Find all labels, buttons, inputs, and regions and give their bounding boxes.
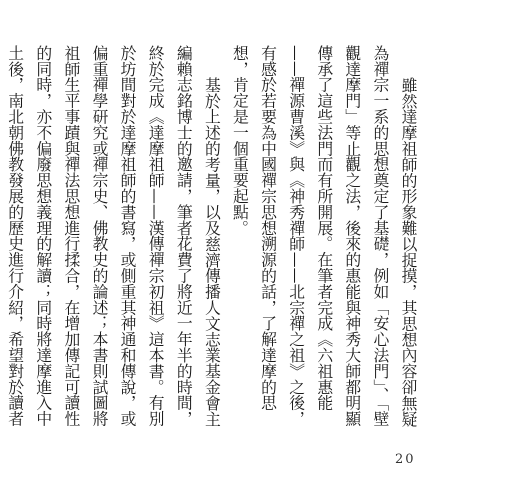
page-number: 20: [395, 452, 416, 467]
paragraph-2: 基於上述的考量，以及慈濟傳播人文志業基金會主編賴志銘博士的邀請，筆者花費了將近一年半的時間，終於完成《達摩祖師——漢傳禪宗初祖》這本書。有別於坊間對於達摩祖師的書寫，或側重其神通和傳說，或偏重禪學研究或禪宗史、佛教史的論述；本書則試圖將祖師生平事蹟與禪法思想進行揉合，在增加傳記可讀性的同時，亦不偏廢思想義理的解讀；同時將達摩進入中土後，南北朝佛教發展的歷史進行介紹，希望對於讀者: [5, 45, 222, 427]
paragraph-1: 雖然達摩祖師的形象難以捉摸，其思想內容卻無疑為禪宗一系的思想奠定了基礎，例如「安心法門」、「壁觀達摩門」等止觀之法，後來的惠能與神秀大師都明顯傳承了這些法門而有所開展。在筆者完成《六祖惠能——禪源曹溪》與《神秀禪師——北宗禪之祖》之後，有感於若要為中國禪宗思想溯源的話，了解達摩的思想，肯定是一個重要起點。: [230, 45, 418, 427]
body-text: [0, 45, 422, 435]
